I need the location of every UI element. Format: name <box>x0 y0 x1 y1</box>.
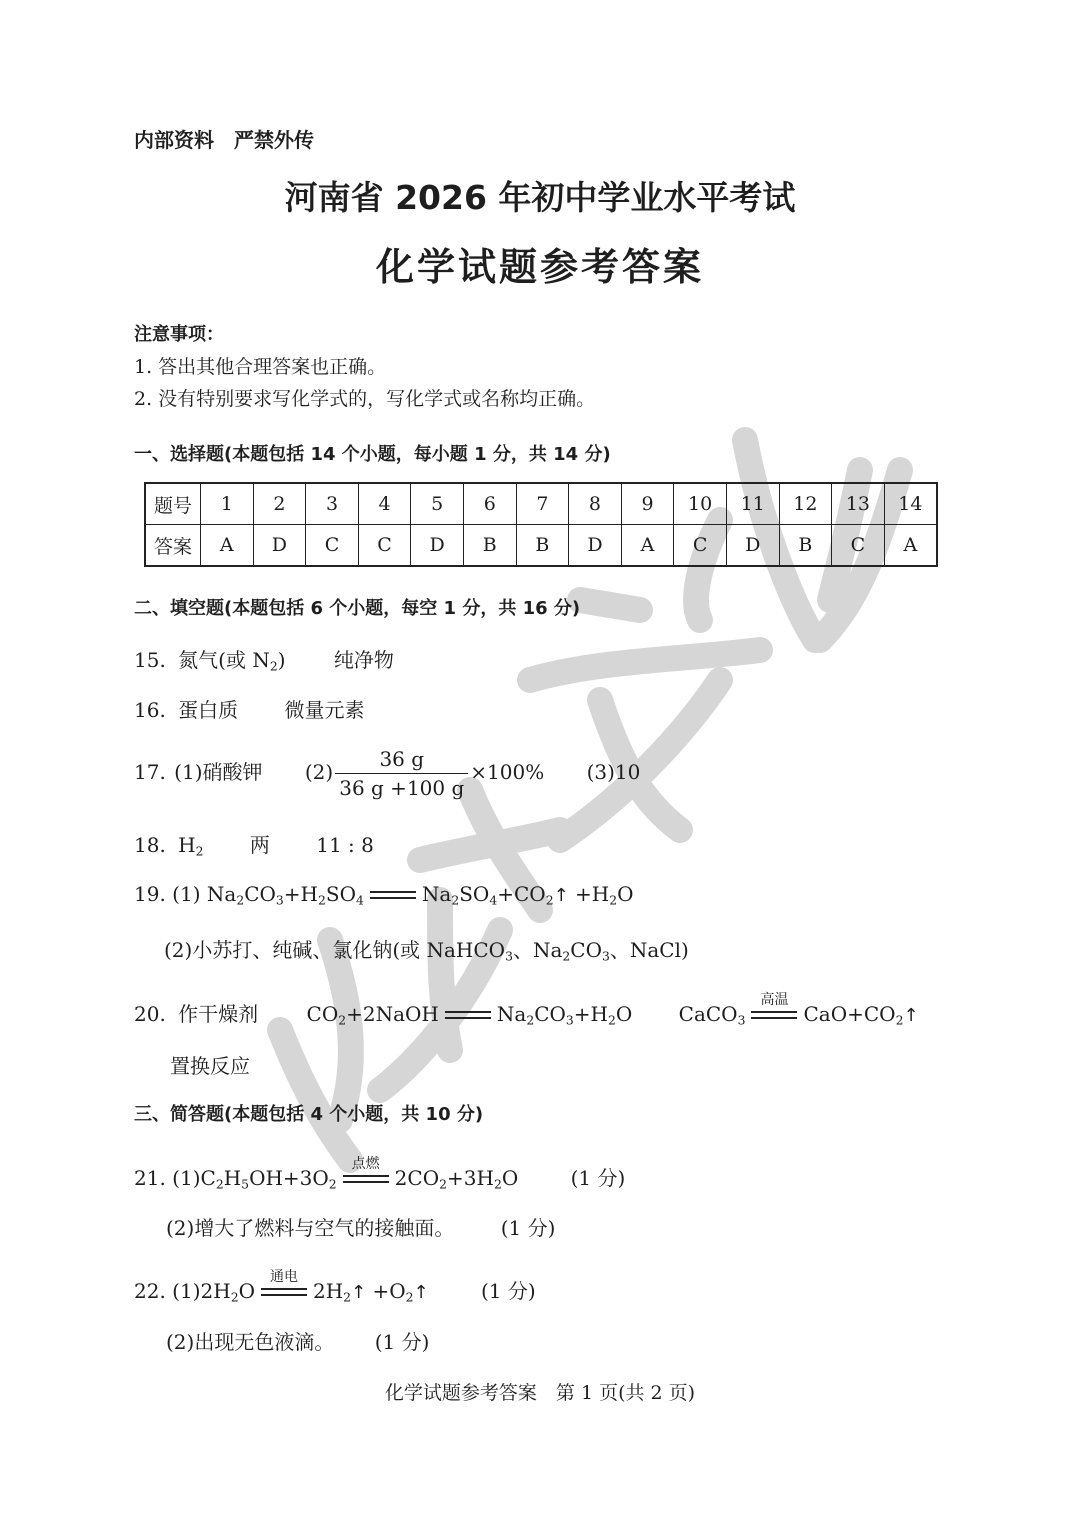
question-number: 20. <box>134 1002 166 1026</box>
answer-text: 蛋白质 <box>178 698 239 722</box>
confidential-label: 内部资料 严禁外传 <box>134 128 314 152</box>
question-number: 21. <box>134 1166 166 1190</box>
question-number: 9 <box>621 483 674 525</box>
question-19-part2: (2)小苏打、纯碱、氯化钠(或 NaHCO$_3$、$Na_2CO_3$、NaCl) <box>164 938 689 964</box>
answer-cell: C <box>358 525 411 567</box>
section1-heading: 一、选择题(本题包括 14 个小题，每小题 1 分，共 14 分) <box>134 444 611 465</box>
table-row-numbers <box>145 483 937 525</box>
question-22-part2 <box>166 1326 429 1355</box>
row-label-number: 题号 <box>145 483 201 525</box>
answer-cell: B <box>779 525 832 567</box>
answer-text: (2)小苏打、纯碱、氯化钠(或 NaHCO <box>164 938 506 962</box>
answer-cell: D <box>726 525 779 567</box>
question-number: 1 <box>201 483 254 525</box>
answer-cell: C <box>306 525 359 567</box>
equation: $CO_2+2NaOH$ $Na_2CO_3+H_2O$ <box>306 1002 633 1028</box>
fraction <box>335 745 468 802</box>
equation: $2H_2O$ 通电 $2H_2↑$ $+O_2↑$ <box>201 1279 429 1303</box>
question-17 <box>134 744 640 802</box>
note-item-2: 2. 没有特别要求写化学式的，写化学式或名称均正确。 <box>134 388 596 410</box>
table-row-answers <box>145 525 937 567</box>
question-number: 6 <box>463 483 516 525</box>
score: (1 分) <box>570 1166 626 1190</box>
question-21-part2 <box>166 1212 555 1241</box>
reaction-condition: 高温 <box>760 991 789 1008</box>
answer-text: 、NaCl) <box>609 938 689 962</box>
answer-cell: C <box>832 525 885 567</box>
row-label-answer: 答案 <box>145 525 201 567</box>
page-subtitle: 化学试题参考答案 <box>375 245 704 289</box>
answer-text: 两 <box>249 833 270 857</box>
answer-text: CO <box>570 938 602 962</box>
equation: $Na_2CO_3+H_2SO_4$ $Na_2SO_4+CO_2↑ +H_2O$ <box>206 882 634 908</box>
answer-text: 纯净物 <box>333 648 394 672</box>
answer-text: (1) <box>172 1166 201 1190</box>
question-number: 5 <box>411 483 464 525</box>
reaction-condition: 通电 <box>269 1268 298 1285</box>
question-20 <box>134 991 919 1028</box>
question-number: 3 <box>306 483 359 525</box>
question-16 <box>134 694 365 723</box>
score: (1 分) <box>481 1279 536 1303</box>
answer-cell: A <box>621 525 674 567</box>
note-item-1: 1. 答出其他合理答案也正确。 <box>134 356 387 378</box>
answer-text: ×100% <box>470 760 545 784</box>
answer-cell: D <box>569 525 622 567</box>
question-19-part1 <box>134 882 634 906</box>
question-number: 22. <box>134 1279 166 1303</box>
question-number: 14 <box>884 483 937 525</box>
answer-text: (1) <box>172 1279 201 1303</box>
answer-text: (1) <box>172 882 201 906</box>
answer-text: ) <box>277 648 286 672</box>
subscript: 2 <box>195 843 204 859</box>
answer-text: 作干燥剂 <box>178 1002 259 1026</box>
notes-heading: 注意事项： <box>134 324 224 345</box>
answer-text: 微量元素 <box>284 698 365 722</box>
question-number: 2 <box>253 483 306 525</box>
score: (1 分) <box>500 1216 556 1240</box>
section3-heading: 三、简答题(本题包括 4 个小题，共 10 分) <box>134 1104 484 1125</box>
answer-text: 置换反应 <box>170 1054 250 1078</box>
question-15 <box>134 644 394 673</box>
question-21-part1 <box>134 1155 626 1192</box>
question-22-part1 <box>134 1268 536 1305</box>
fraction-numerator: 36 g <box>335 745 468 774</box>
answer-text: (1)硝酸钾 <box>174 760 263 784</box>
page-title: 河南省 2026 年初中学业水平考试 <box>284 178 796 217</box>
question-18 <box>134 829 374 858</box>
page-footer: 化学试题参考答案 第 1 页(共 2 页) <box>384 1382 696 1404</box>
question-number: 8 <box>569 483 622 525</box>
equation: CaCO$_3$ 高温 $CaO+CO_2↑$ <box>679 1002 919 1026</box>
section2-heading: 二、填空题(本题包括 6 个小题，每空 1 分，共 16 分) <box>134 598 581 619</box>
answer-cell: A <box>201 525 254 567</box>
answer-text: 11 : 8 <box>316 833 374 857</box>
equation: $C_2H_5OH+3O_2$ 点燃 $2CO_2+3H_2O$ <box>201 1166 519 1190</box>
question-number: 15. <box>134 648 166 672</box>
answer-table <box>144 482 938 567</box>
answer-text: 氮气(或 N <box>178 648 270 672</box>
score: (1 分) <box>374 1330 430 1354</box>
answer-cell: B <box>463 525 516 567</box>
answer-text: (3)10 <box>586 760 641 784</box>
subscript: 2 <box>269 658 278 674</box>
fraction-denominator: 36 g +100 g <box>339 776 465 800</box>
answer-text: H <box>178 833 196 857</box>
answer-text: (2)出现无色液滴。 <box>166 1330 335 1354</box>
answer-cell: B <box>516 525 569 567</box>
question-number: 16. <box>134 698 166 722</box>
answer-text: (2)增大了燃料与空气的接触面。 <box>166 1216 455 1240</box>
question-number: 12 <box>779 483 832 525</box>
question-number: 13 <box>832 483 885 525</box>
question-number: 18. <box>134 833 166 857</box>
answer-cell: A <box>884 525 937 567</box>
question-number: 11 <box>726 483 779 525</box>
question-number: 17. <box>134 760 166 784</box>
answer-cell: C <box>674 525 727 567</box>
question-number: 19. <box>134 882 166 906</box>
answer-text: (2) <box>304 760 334 784</box>
question-number: 10 <box>674 483 727 525</box>
question-number: 7 <box>516 483 569 525</box>
answer-cell: D <box>411 525 464 567</box>
answer-cell: D <box>253 525 306 567</box>
reaction-condition: 点燃 <box>351 1155 380 1172</box>
question-number: 4 <box>358 483 411 525</box>
answer-text: 、Na <box>512 938 563 962</box>
